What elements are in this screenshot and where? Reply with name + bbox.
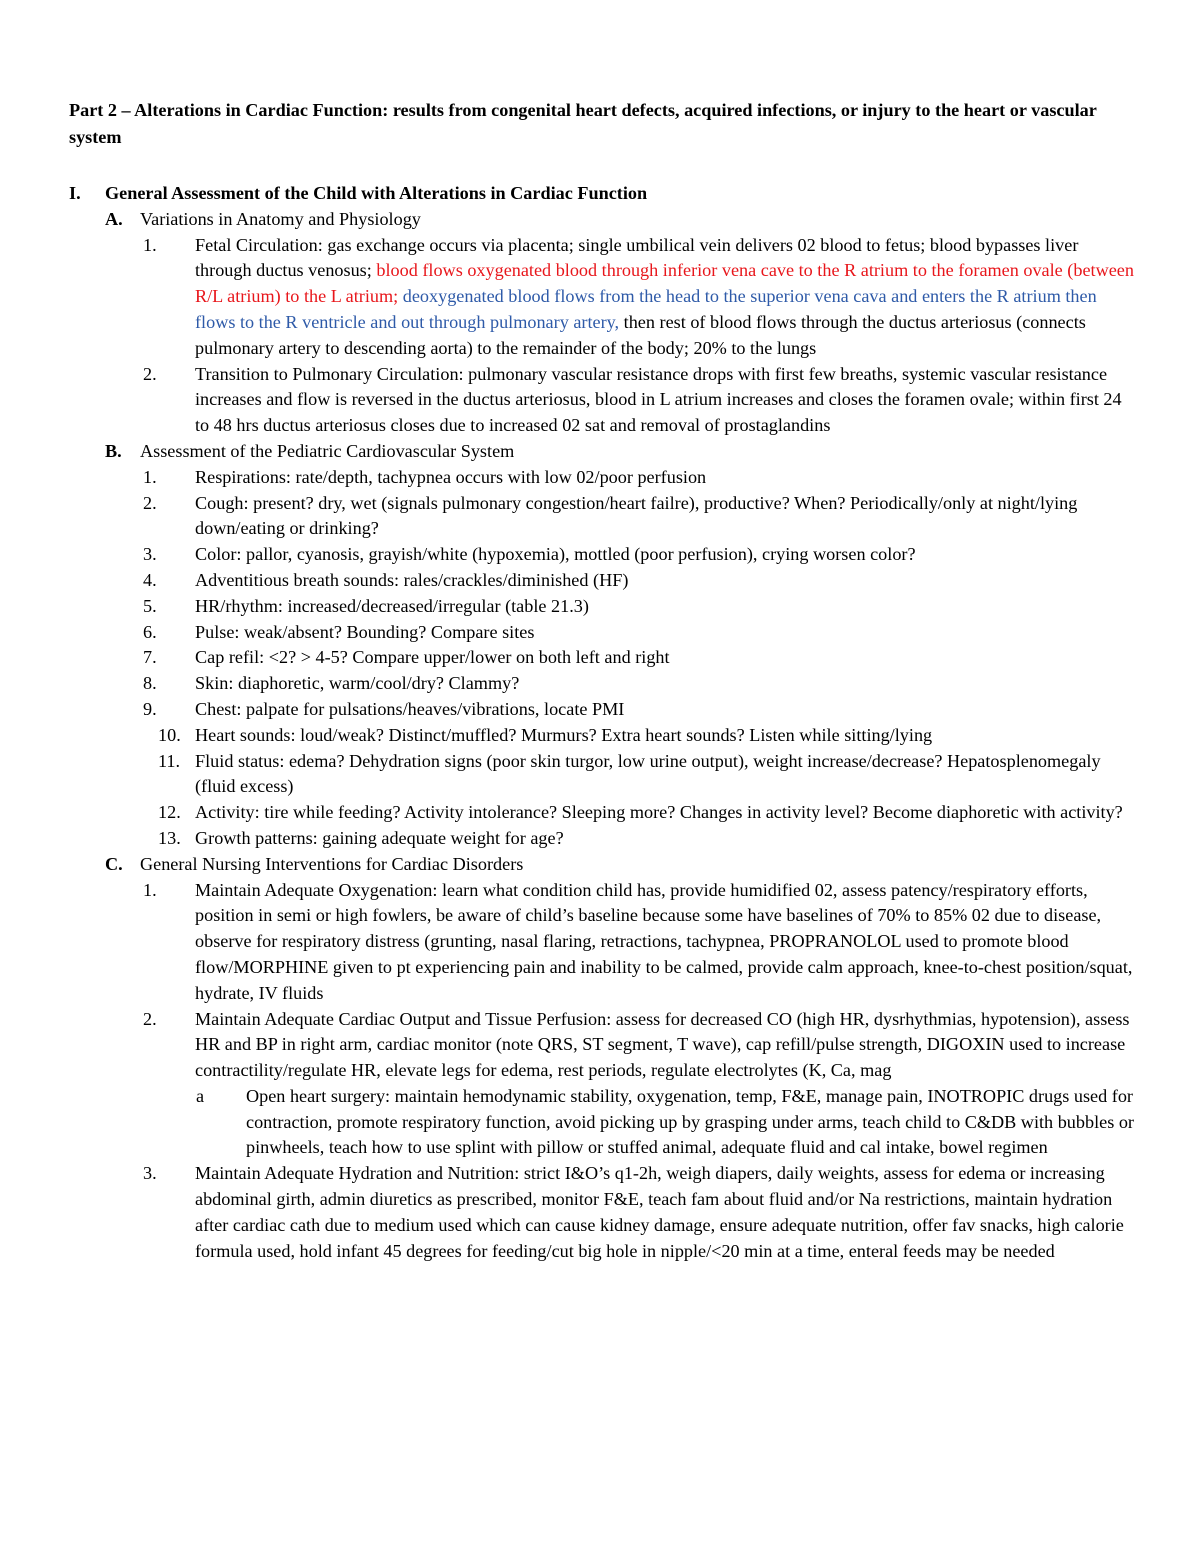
subsection-heading-text: Assessment of the Pediatric Cardiovascular System [140, 440, 515, 461]
section-heading [69, 181, 1139, 207]
sub-list-item-text: Open heart surgery: maintain hemodynamic stability, oxygenation, temp, F&E, manage pain, INOTROPIC drugs used for contraction, promote respiratory function, avoid picking up by grasping under arms, teach child to C&DB with bubbles or pinwheels, teach how to use splint with pillow or stuffed animal, adequate fluid and cal intake, bowel regimen [246, 1085, 1134, 1158]
list-item-text: Adventitious breath sounds: rales/crackles/diminished (HF) [195, 569, 629, 590]
list-item [69, 594, 1139, 620]
list-item [69, 697, 1139, 723]
list-item-text: Chest: palpate for pulsations/heaves/vibrations, locate PMI [195, 698, 625, 719]
list-item-text: Pulse: weak/absent? Bounding? Compare sites [195, 621, 535, 642]
list-item-text: Maintain Adequate Oxygenation: learn what condition child has, provide humidified 02, assess patency/respiratory efforts, position in semi or high fowlers, be aware of child’s baseline because some have baselines of 70% to 85% 02 due to disease, observe for respiratory distress (grunting, nasal flaring, retractions, tachypnea, PROPRANOLOL used to promote blood flow/MORPHINE given to pt experiencing pain and inability to be calmed, provide calm approach, knee-to-chest position/squat, hydrate, IV fluids [195, 879, 1133, 1003]
subsection-marker: C. [105, 853, 123, 874]
list-item [69, 542, 1139, 568]
list-item [69, 1161, 1139, 1264]
page-title: Part 2 – Alterations in Cardiac Function: results from congenital heart defects, acquired infections, or injury to the heart or vascular system [69, 100, 1097, 147]
list-marker: 2. [143, 363, 157, 384]
subsection-marker: A. [105, 208, 123, 229]
list-item [69, 568, 1139, 594]
section-marker: I. [69, 183, 81, 203]
list-marker: 9. [143, 698, 157, 719]
list-marker: 11. [158, 750, 181, 771]
sub-list-item [69, 1084, 1139, 1161]
list-item [69, 233, 1139, 362]
list-marker: 5. [143, 595, 157, 616]
list-item [69, 749, 1139, 801]
fetal-circulation-text-end: then rest of blood flows through the ductus arteriosus (connects pulmonary artery to descending aorta) to the remainder of the body; 20% to the lungs [195, 311, 1086, 358]
list-item-text: Transition to Pulmonary Circulation: pulmonary vascular resistance drops with first few breaths, systemic vascular resistance increases and flow is reversed in the ductus arteriosus, blood in L atrium increases and closes the foramen ovale; within first 24 to 48 hrs ductus arteriosus closes due to increased 02 sat and removal of prostaglandins [195, 363, 1122, 436]
list-item [69, 723, 1139, 749]
list-item [69, 826, 1139, 852]
list-marker: 1. [143, 234, 157, 255]
list-item-text: Growth patterns: gaining adequate weight for age? [195, 827, 564, 848]
list-marker: 4. [143, 569, 157, 590]
section-heading-text: General Assessment of the Child with Alterations in Cardiac Function [105, 183, 648, 203]
list-marker: 2. [143, 492, 157, 513]
list-marker: 3. [143, 544, 157, 565]
section-general-assessment [69, 181, 1139, 1264]
list-item [69, 800, 1139, 826]
subsection-heading-text: General Nursing Interventions for Cardiac Disorders [140, 853, 524, 874]
oxygenated-flow-text: blood flows oxygenated blood through inferior vena cave to the R atrium to the foramen ovale (between R/L atrium) to the L atrium; [195, 260, 1134, 307]
list-item-text: Color: pallor, cyanosis, grayish/white (hypoxemia), mottled (poor perfusion), crying worsen color? [195, 544, 916, 565]
list-item [69, 645, 1139, 671]
list-marker: 12. [158, 802, 181, 823]
list-item-text: Activity: tire while feeding? Activity intolerance? Sleeping more? Changes in activity level? Become diaphoretic with activity? [195, 802, 1123, 823]
list-marker: 10. [158, 724, 181, 745]
list-item [69, 1007, 1139, 1084]
subsection-c-heading [69, 852, 1139, 878]
list-item [69, 491, 1139, 543]
sub-list-marker: a [196, 1085, 205, 1106]
list-item-text: Respirations: rate/depth, tachypnea occurs with low 02/poor perfusion [195, 466, 707, 487]
list-item [69, 671, 1139, 697]
list-item-text: Cap refil: <2? > 4-5? Compare upper/lower on both left and right [195, 647, 670, 668]
list-marker: 8. [143, 673, 157, 694]
list-item-text: Heart sounds: loud/weak? Distinct/muffled? Murmurs? Extra heart sounds? Listen while sitting/lying [195, 724, 933, 745]
list-marker: 6. [143, 621, 157, 642]
list-marker: 2. [143, 1008, 157, 1029]
document-page [69, 97, 1139, 1264]
list-item [69, 362, 1139, 439]
list-item [69, 620, 1139, 646]
list-item [69, 465, 1139, 491]
list-marker: 7. [143, 647, 157, 668]
list-item-text: Cough: present? dry, wet (signals pulmonary congestion/heart failre), productive? When? Periodically/only at night/lying down/eating or drinking? [195, 492, 1078, 539]
list-item-text: HR/rhythm: increased/decreased/irregular (table 21.3) [195, 595, 589, 616]
list-item-text: Fluid status: edema? Dehydration signs (poor skin turgor, low urine output), weight increase/decrease? Hepatosplenomegaly (fluid excess) [195, 750, 1101, 797]
list-item-text: Maintain Adequate Hydration and Nutrition: strict I&O’s q1-2h, weigh diapers, daily weights, assess for edema or increasing abdominal girth, admin diuretics as prescribed, monitor F&E, teach fam about fluid and/or Na restrictions, maintain hydration after cardiac cath due to medium used which can cause kidney damage, ensure adequate nutrition, offer fav snacks, high calorie formula used, hold infant 45 degrees for feeding/cut big hole in nipple/<20 min at a time, enteral feeds may be needed [195, 1163, 1124, 1261]
subsection-a-heading [69, 207, 1139, 233]
list-item [69, 878, 1139, 1007]
fetal-circulation-text: Fetal Circulation: gas exchange occurs via placenta; single umbilical vein delivers 02 blood to fetus; blood bypasses liver through ductus venosus; [195, 234, 1079, 281]
list-item-text: Maintain Adequate Cardiac Output and Tissue Perfusion: assess for decreased CO (high HR, dysrhythmias, hypotension), assess HR and BP in right arm, cardiac monitor (note QRS, ST segment, T wave), cap refill/pulse strength, DIGOXIN used to increase contractility/regulate HR, elevate legs for edema, rest periods, regulate electrolytes (K, Ca, mag [195, 1008, 1130, 1081]
list-item-text: Skin: diaphoretic, warm/cool/dry? Clammy? [195, 673, 520, 694]
subsection-heading-text: Variations in Anatomy and Physiology [140, 208, 421, 229]
list-marker: 13. [158, 827, 181, 848]
subsection-marker: B. [105, 440, 122, 461]
list-marker: 1. [143, 879, 157, 900]
deoxygenated-flow-text: deoxygenated blood flows from the head to the superior vena cava and enters the R atrium then flows to the R ventricle and out through pulmonary artery, [195, 286, 1097, 332]
list-marker: 1. [143, 466, 157, 487]
list-marker: 3. [143, 1163, 157, 1184]
subsection-b-heading [69, 439, 1139, 465]
